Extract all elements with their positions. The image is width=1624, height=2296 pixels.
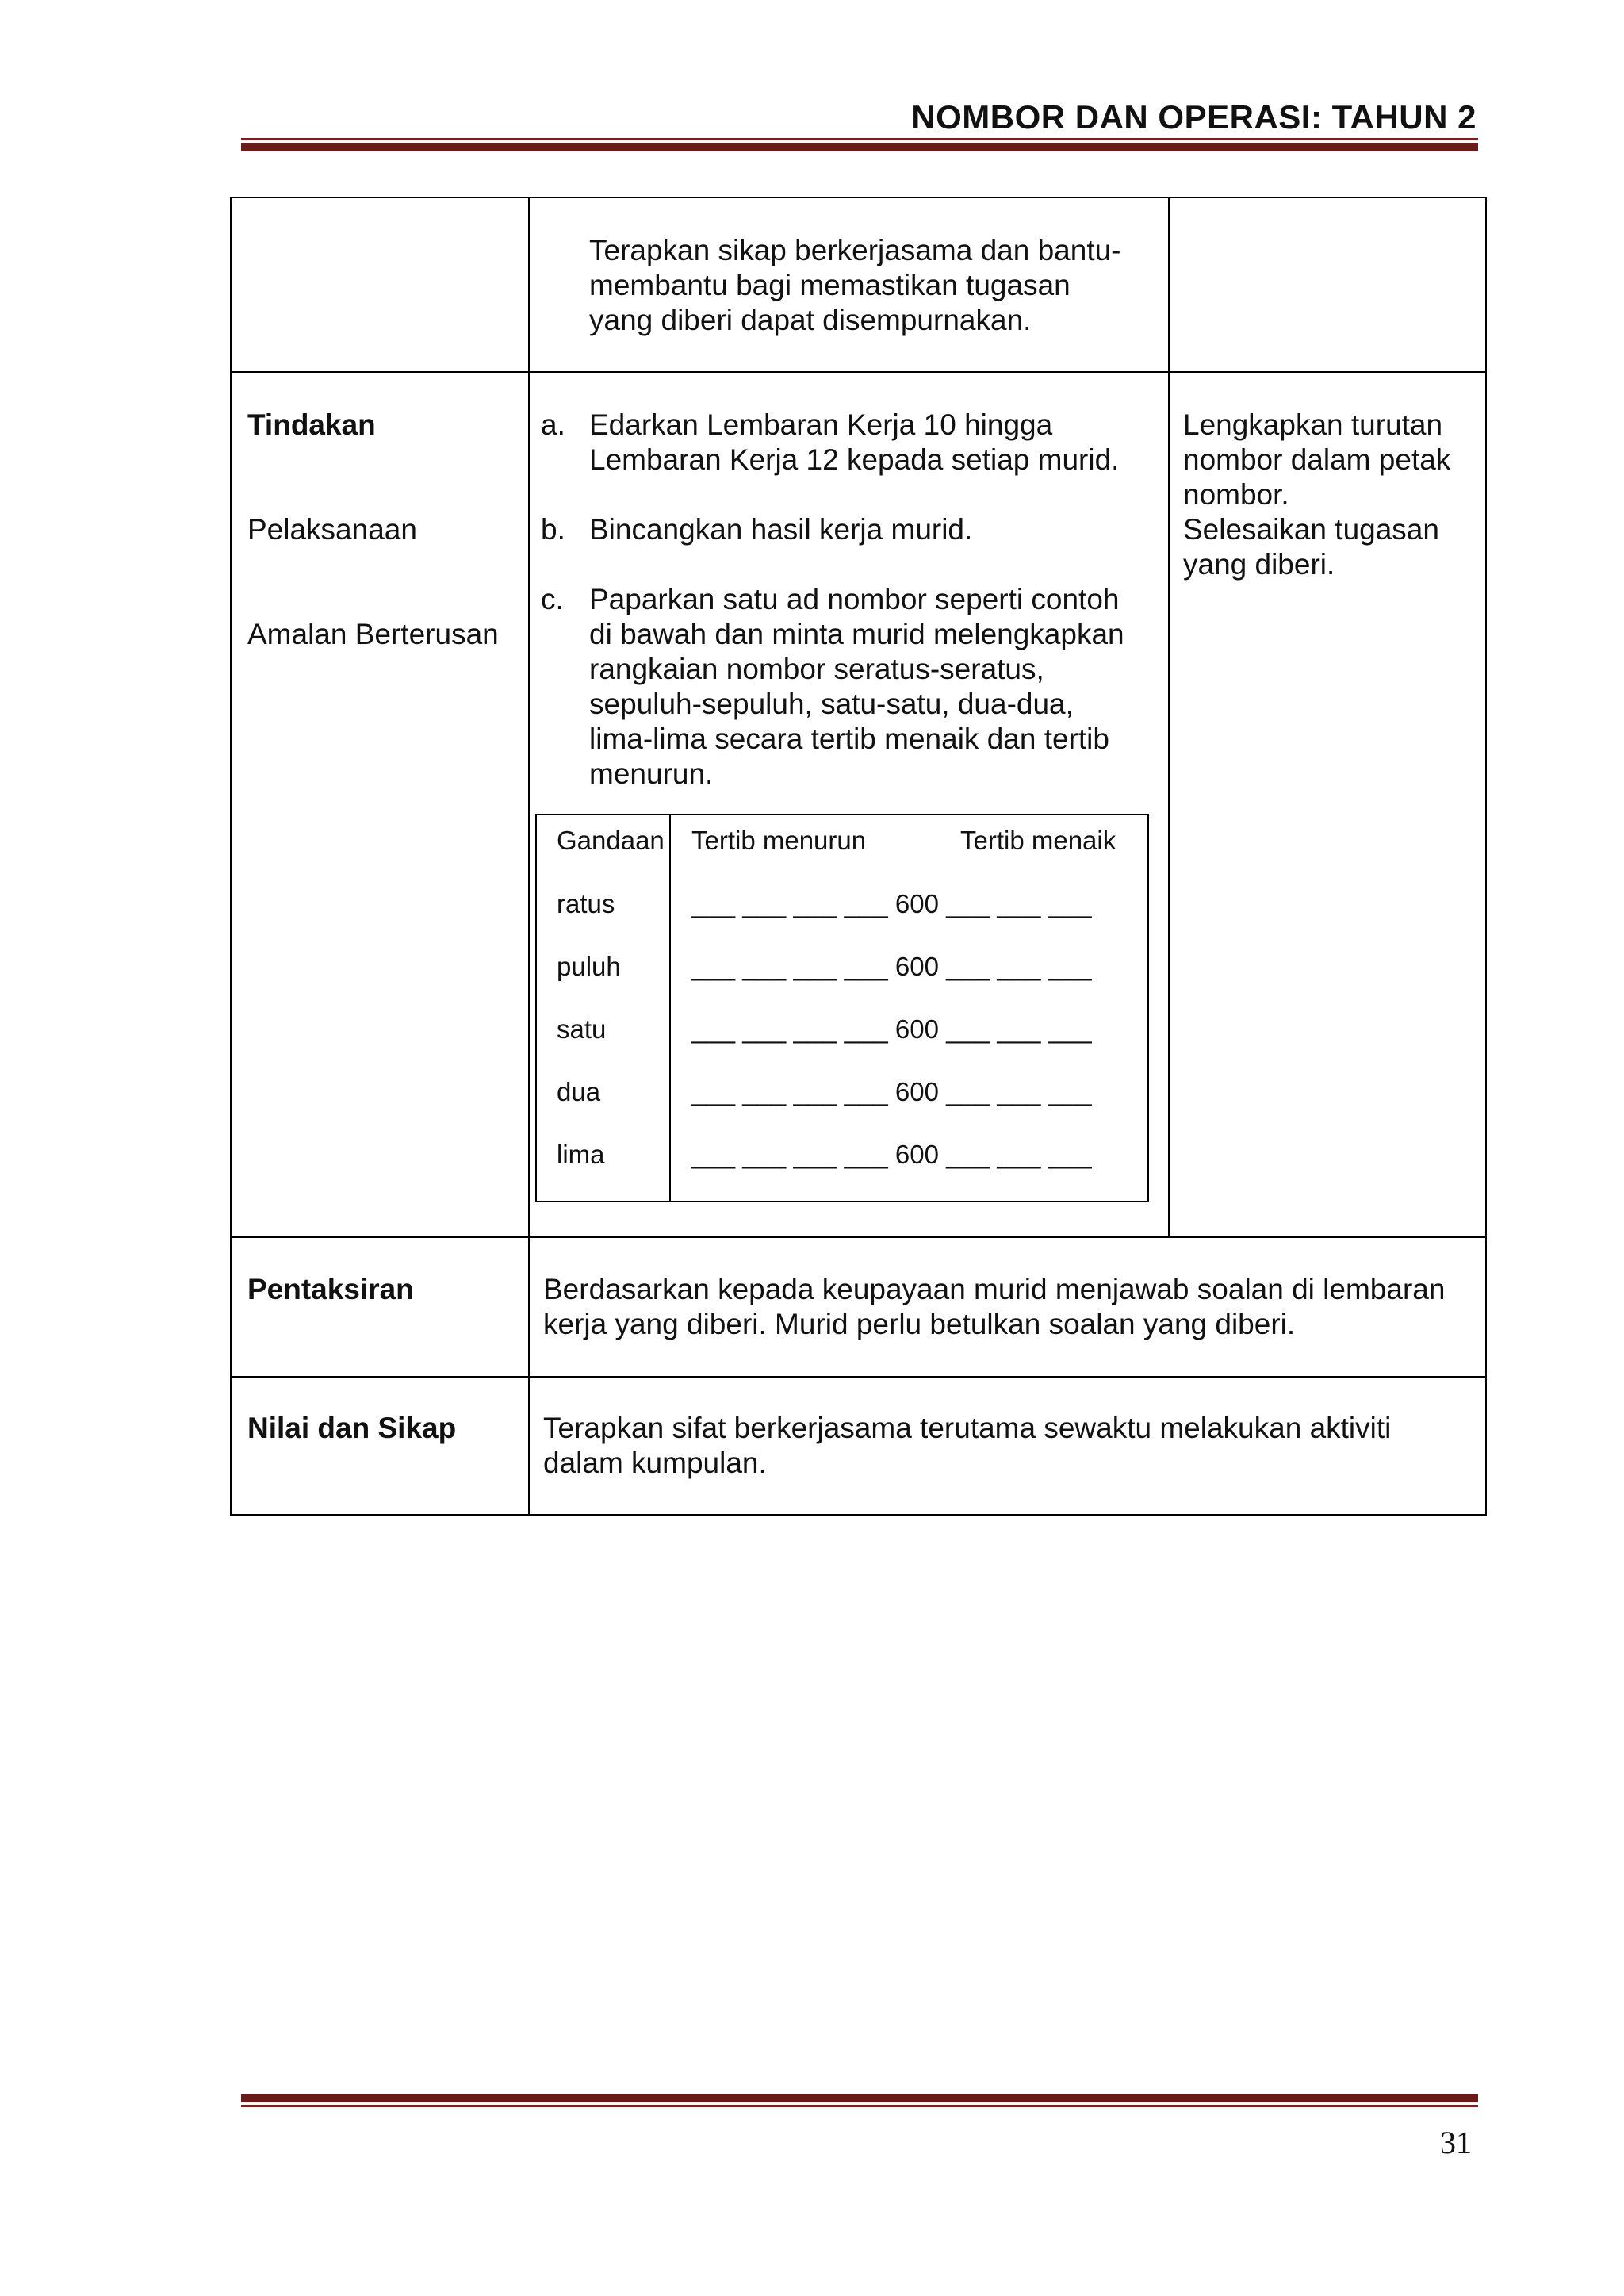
- row-label-ratus: ratus: [557, 889, 615, 918]
- sequence-dua: ___ ___ ___ ___ 600 ___ ___ ___: [691, 1077, 1092, 1106]
- item-marker-b: b.: [541, 513, 565, 546]
- footer-rule-thick: [241, 2094, 1478, 2102]
- page-number: 31: [1440, 2125, 1472, 2160]
- nilai-line: dalam kumpulan.: [543, 1447, 767, 1479]
- row-divider: [232, 1236, 1485, 1238]
- item-marker-a: a.: [541, 408, 565, 441]
- item-c-line: lima-lima secara tertib menaik dan tertib: [589, 723, 1109, 755]
- right-column-line: yang diberi.: [1183, 548, 1335, 581]
- header-tertib-menurun: Tertib menurun: [691, 826, 867, 855]
- row-label-lima: lima: [557, 1140, 605, 1169]
- item-c-line: Paparkan satu ad nombor seperti contoh: [589, 583, 1120, 615]
- row-label-satu: satu: [557, 1014, 607, 1044]
- row-label-dua: dua: [557, 1077, 601, 1106]
- sequence-satu: ___ ___ ___ ___ 600 ___ ___ ___: [691, 1014, 1092, 1044]
- row-divider: [232, 371, 1485, 373]
- item-b-line: Bincangkan hasil kerja murid.: [589, 513, 973, 546]
- page-header-title: NOMBOR DAN OPERASI: TAHUN 2: [911, 98, 1477, 136]
- right-column-line: Selesaikan tugasan: [1183, 513, 1439, 546]
- label-tindakan: Tindakan: [247, 408, 376, 441]
- item-c-line: rangkaian nombor seratus-seratus,: [589, 653, 1044, 685]
- header-rule-thick: [241, 143, 1478, 151]
- right-column-line: nombor.: [1183, 478, 1289, 511]
- top-row-line: Terapkan sikap berkerjasama dan bantu-: [589, 234, 1121, 266]
- item-a-line: Edarkan Lembaran Kerja 10 hingga: [589, 408, 1053, 441]
- label-nilai-dan-sikap: Nilai dan Sikap: [247, 1412, 457, 1444]
- label-pentaksiran: Pentaksiran: [247, 1273, 414, 1305]
- column-divider: [1168, 198, 1170, 1236]
- row-divider: [232, 1376, 1485, 1378]
- footer-rule-thin: [241, 2105, 1478, 2107]
- item-c-line: sepuluh-sepuluh, satu-satu, dua-dua,: [589, 688, 1074, 720]
- number-sequence-table: [535, 814, 1149, 1202]
- item-c-line: di bawah dan minta murid melengkapkan: [589, 618, 1124, 650]
- label-pelaksanaan: Pelaksanaan: [247, 513, 417, 546]
- header-gandaan: Gandaan: [557, 826, 665, 855]
- label-amalan-berterusan: Amalan Berterusan: [247, 618, 499, 650]
- sequence-lima: ___ ___ ___ ___ 600 ___ ___ ___: [691, 1140, 1092, 1169]
- lesson-table: [230, 197, 1487, 1516]
- header-rule-thin: [241, 138, 1478, 140]
- top-row-line: yang diberi dapat disempurnakan.: [589, 304, 1032, 336]
- header-tertib-menaik: Tertib menaik: [960, 826, 1116, 855]
- column-divider: [528, 198, 530, 1514]
- item-c-line: menurun.: [589, 757, 714, 790]
- sequence-puluh: ___ ___ ___ ___ 600 ___ ___ ___: [691, 952, 1092, 981]
- right-column-line: nombor dalam petak: [1183, 443, 1451, 476]
- nilai-line: Terapkan sifat berkerjasama terutama sewaktu melakukan aktiviti: [543, 1412, 1392, 1444]
- item-marker-c: c.: [541, 583, 564, 615]
- sequence-ratus: ___ ___ ___ ___ 600 ___ ___ ___: [691, 889, 1092, 918]
- row-label-puluh: puluh: [557, 952, 621, 981]
- inner-column-divider: [669, 815, 671, 1201]
- pentaksiran-line: Berdasarkan kepada keupayaan murid menjawab soalan di lembaran: [543, 1273, 1446, 1305]
- pentaksiran-line: kerja yang diberi. Murid perlu betulkan soalan yang diberi.: [543, 1308, 1296, 1340]
- top-row-line: membantu bagi memastikan tugasan: [589, 269, 1071, 301]
- item-a-line: Lembaran Kerja 12 kepada setiap murid.: [589, 443, 1120, 476]
- right-column-line: Lengkapkan turutan: [1183, 408, 1443, 441]
